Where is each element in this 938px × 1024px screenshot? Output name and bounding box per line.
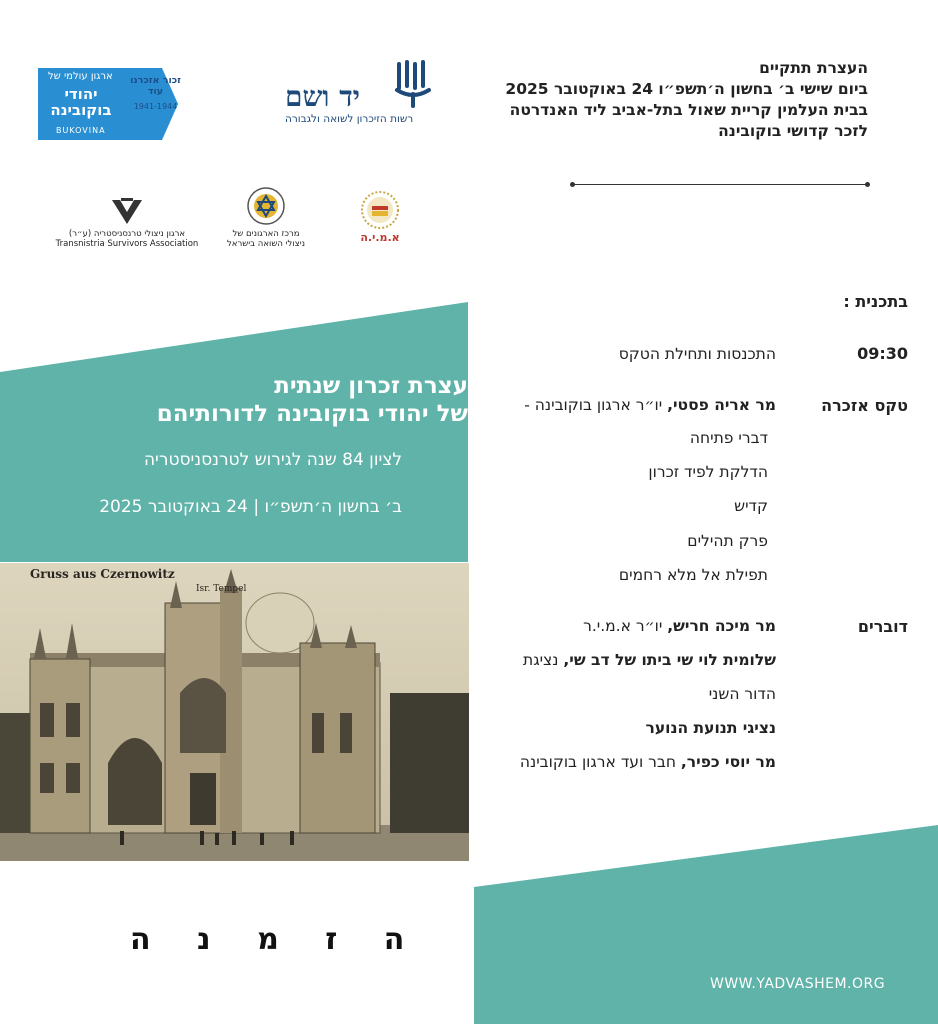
speaker-4-name: מר יוסי כפיר, xyxy=(680,753,776,771)
banner-date: ב׳ בחשון ה׳תשפ״ו | 24 באוקטובר 2025 xyxy=(99,497,402,517)
v-emblem-icon xyxy=(110,196,144,226)
synagogue-photo xyxy=(0,563,469,861)
speaker-1 xyxy=(583,617,776,635)
amia-logo xyxy=(355,190,405,243)
photo-subcaption: Isr. Tempel xyxy=(196,584,247,594)
center-line-1: מרכז הארגונים של xyxy=(232,229,300,239)
speaker-4 xyxy=(520,753,776,771)
bukovina-logo-main: יהודי בוקובינה xyxy=(50,85,112,119)
center-line-2: ניצולי השואה בישראל xyxy=(226,239,306,249)
teal-banner-shape xyxy=(0,302,468,562)
event-line-4: לזכר קדושי בוקובינה xyxy=(718,122,868,140)
program-time: 09:30 xyxy=(857,344,908,363)
yadvashem-subtitle: רשות הזיכרון לשואה ולגבורה xyxy=(285,113,414,125)
bukovina-logo-top: ארגון עולמי של xyxy=(48,71,113,82)
banner-title xyxy=(38,372,468,428)
speaker-2-name: שלומית לוי שי ביתו של דב שי, xyxy=(563,651,776,669)
bukovina-logo-latin: BUKOVINA xyxy=(56,126,106,135)
ceremony-item: תפילת אל מלא רחמים xyxy=(618,566,768,584)
banner-subtitle: לציון 84 שנה לגירוש לטרנסניסטריה xyxy=(143,450,402,470)
transnistria-en: Transnistria Survivors Association xyxy=(55,239,199,249)
ceremony-item: הדלקת לפיד זכרון xyxy=(648,463,768,481)
event-details xyxy=(448,58,868,142)
speakers-label: דוברים xyxy=(857,617,908,636)
yadvashem-logo xyxy=(285,60,435,132)
bukovina-years: 1941-1944 xyxy=(133,102,178,111)
speaker-2-role-cont: הדור השני xyxy=(708,685,776,703)
bukovina-side-text: זכור אזכרנו עוד xyxy=(130,75,181,97)
amia-name: א.מ.י.ה xyxy=(360,231,400,244)
ceremony-host-name: מר אריה פסטי, xyxy=(667,396,776,414)
event-line-1: העצרת תתקיים xyxy=(759,59,868,77)
speaker-1-role: יו״ר א.מ.י.ר xyxy=(583,617,668,635)
website-link[interactable]: WWW.YADVASHEM.ORG xyxy=(710,976,886,992)
transnistria-he: ארגון ניצולי טרנסניסטריה (ע״ר) xyxy=(68,229,186,239)
ceremony-host xyxy=(524,396,776,414)
ceremony-item: דברי פתיחה xyxy=(689,429,768,447)
invitation-title: ה ז מ נ ה xyxy=(130,922,423,957)
photo-caption: Gruss aus Czernowitz xyxy=(30,567,175,581)
ceremony-host-role: יו״ר ארגון בוקובינה - xyxy=(524,396,668,414)
amia-emblem-icon xyxy=(360,190,400,230)
program-time-item: התכנסות ותחילת הטקס xyxy=(618,345,776,363)
program-heading: בתכנית : xyxy=(843,292,908,311)
bukovina-logo-side xyxy=(128,75,183,112)
synagogue-illustration xyxy=(0,563,469,861)
banner-title-line-1: עצרת זכרון שנתית xyxy=(274,373,468,399)
ceremony-item: פרק תהילים xyxy=(687,532,768,550)
transnistria-logo xyxy=(52,196,202,249)
ceremony-label: טקס אזכרה xyxy=(821,396,908,415)
yadvashem-name: יד ושם xyxy=(285,80,361,113)
speaker-4-role: חבר ועד ארגון בוקובינה xyxy=(519,753,681,771)
event-line-2: ביום שישי ב׳ בחשון ה׳תשפ״ו 24 באוקטובר 2025 xyxy=(505,80,868,98)
speaker-2-role: נציגת xyxy=(523,651,564,669)
menorah-icon xyxy=(393,60,433,108)
speaker-2 xyxy=(523,651,776,669)
ceremony-item: קדיש xyxy=(734,497,768,515)
star-of-david-seal-icon xyxy=(246,186,286,226)
survivors-center-logo xyxy=(220,186,312,249)
speaker-1-name: מר מיכה חריש, xyxy=(667,617,776,635)
divider-line xyxy=(572,184,868,185)
teal-footer-shape xyxy=(474,825,938,1024)
banner-title-line-2: של יהודי בוקובינה לדורותיהם xyxy=(156,401,468,427)
event-line-3: בבית העלמין קריית שאול בתל-אביב ליד האנדרטה xyxy=(509,101,868,119)
speaker-3: נציגי תנועת הנוער xyxy=(645,719,776,737)
